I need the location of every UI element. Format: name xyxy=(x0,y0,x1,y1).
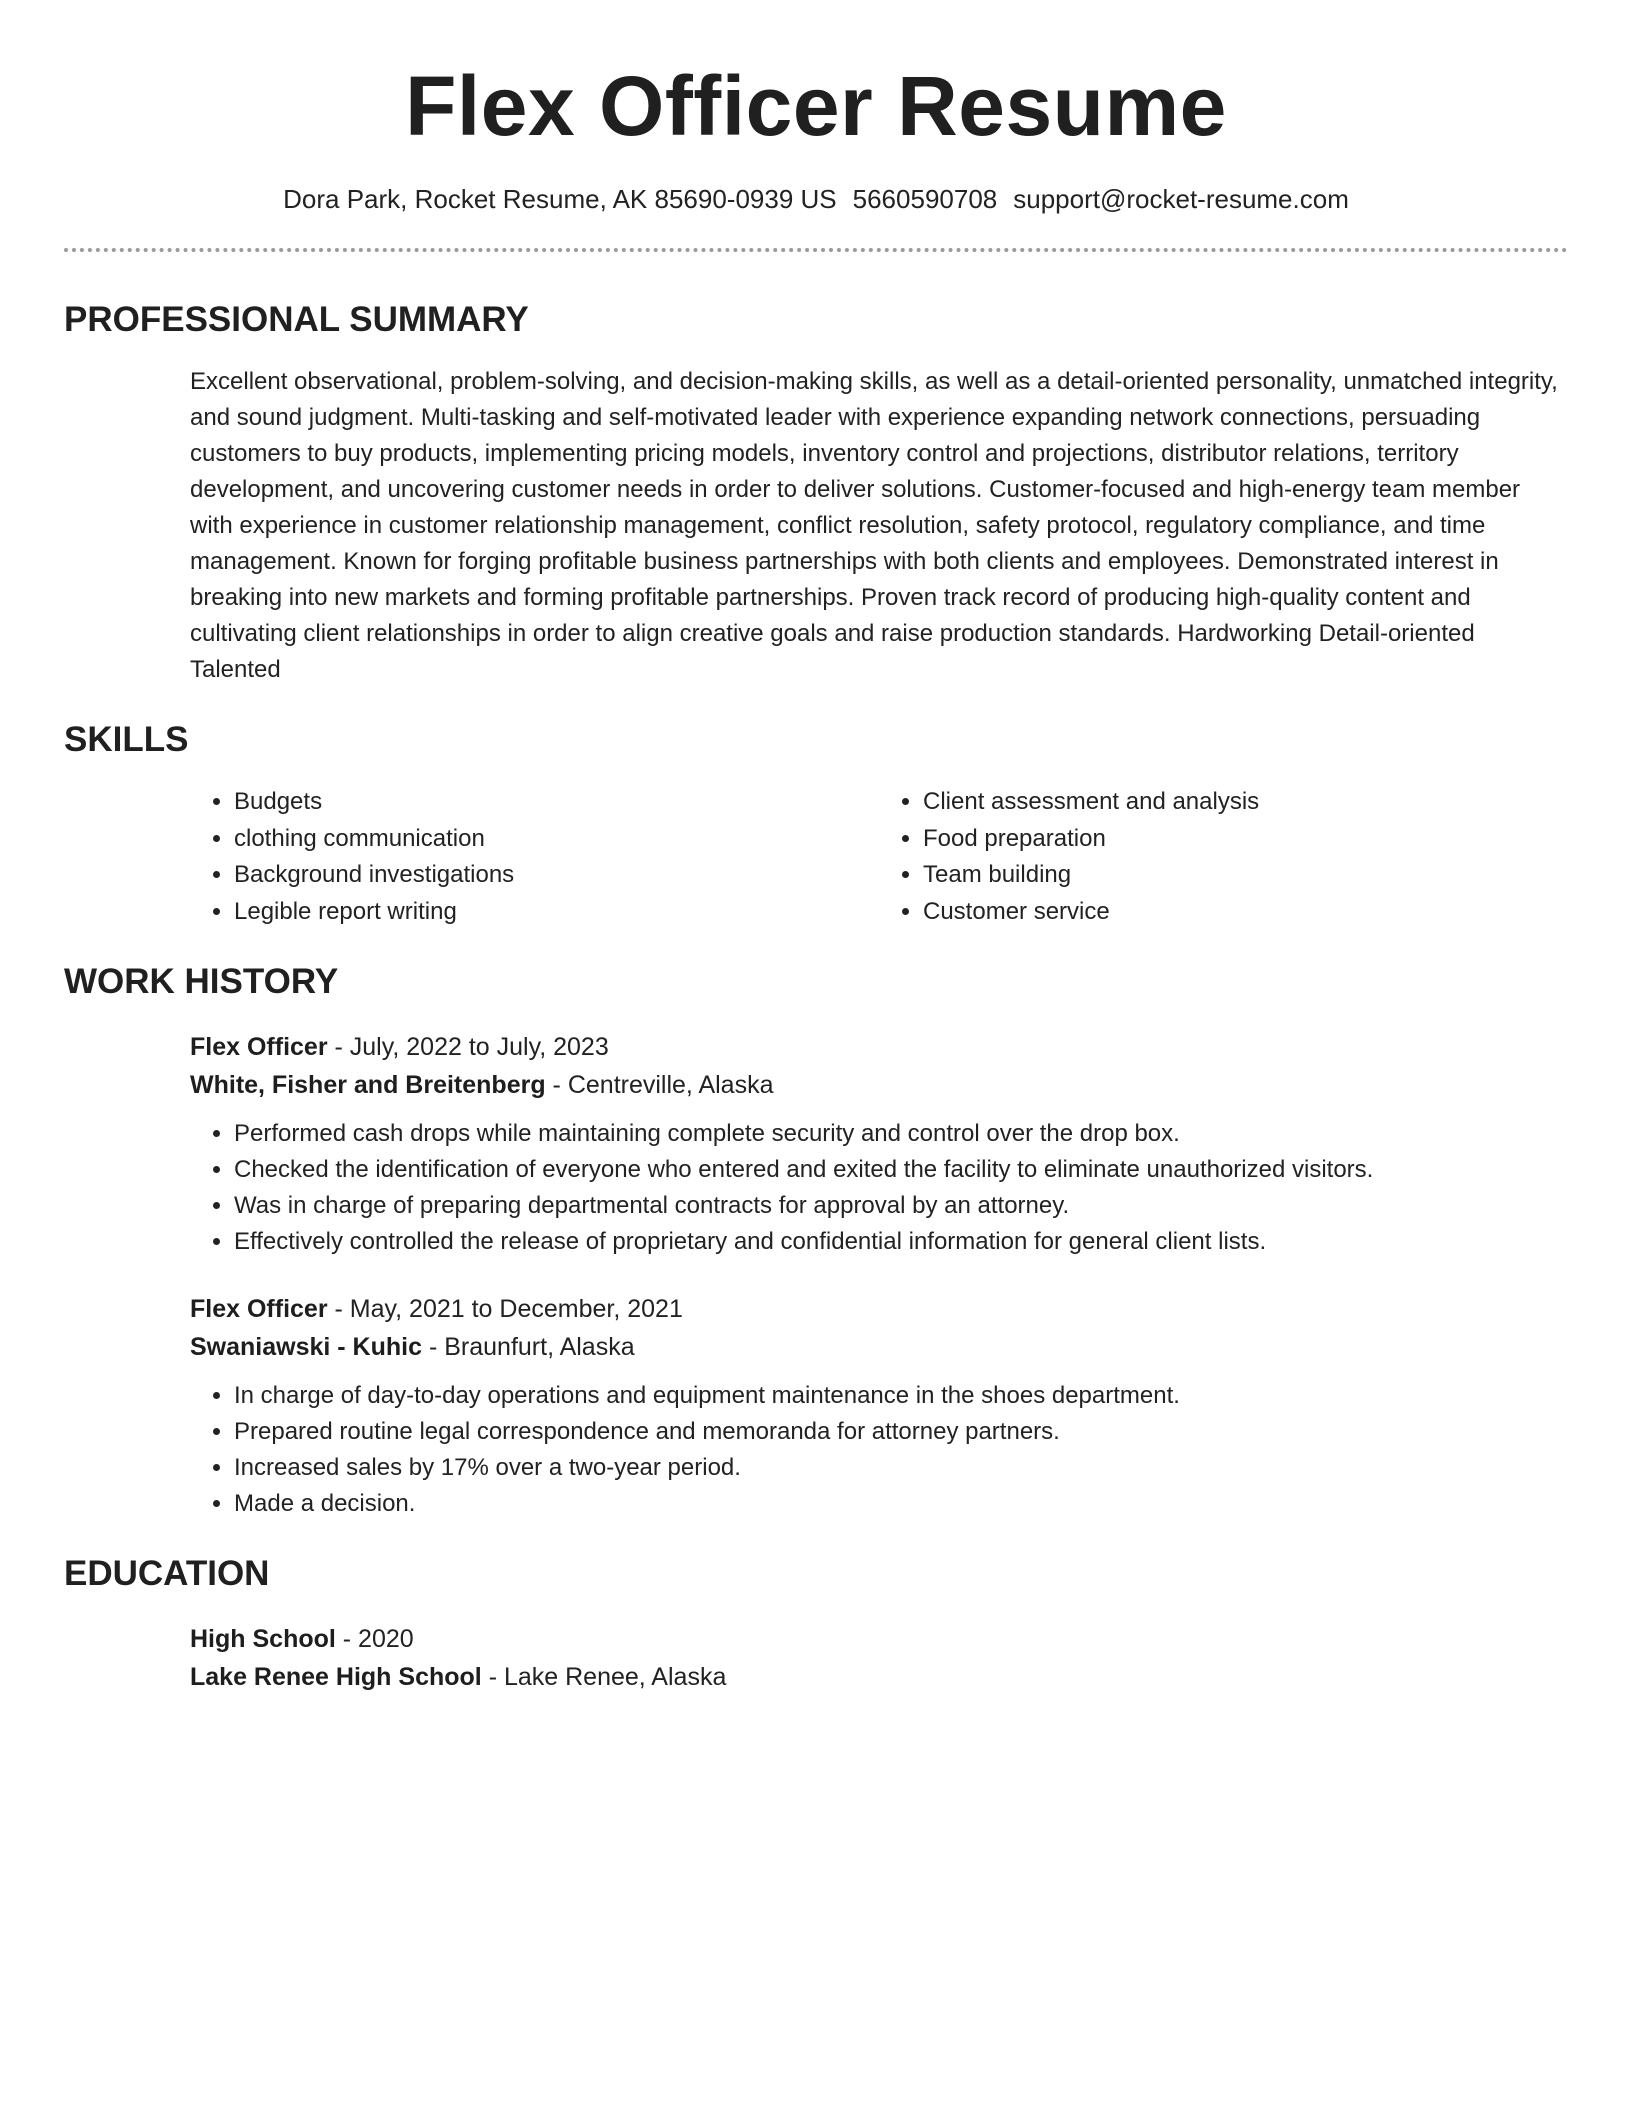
job-entry xyxy=(190,1028,1568,1260)
skills-heading: SKILLS xyxy=(64,720,189,759)
contact-email: support@rocket-resume.com xyxy=(1013,184,1349,214)
education-year: - 2020 xyxy=(335,1625,414,1653)
job-bullet: • Prepared routine legal correspondence and memoranda for attorney partners. xyxy=(234,1414,1568,1450)
work-heading: WORK HISTORY xyxy=(64,962,339,1001)
contact-phone: 5660590708 xyxy=(852,184,998,214)
skill-item: • Food preparation xyxy=(923,821,1568,858)
education-entry xyxy=(190,1620,1568,1696)
job-bullet: • Effectively controlled the release of proprietary and confidential information for general client lists. xyxy=(234,1224,1568,1260)
job-bullet: • In charge of day-to-day operations and equipment maintenance in the shoes department. xyxy=(234,1378,1568,1414)
job-company-line xyxy=(190,1328,1568,1366)
education-heading: EDUCATION xyxy=(64,1554,270,1593)
job-title-line xyxy=(190,1028,1568,1066)
skill-item: • clothing communication xyxy=(234,821,879,858)
job-bullet: • Was in charge of preparing departmental contracts for approval by an attorney. xyxy=(234,1188,1568,1224)
page-title: Flex Officer Resume xyxy=(405,59,1227,153)
job-bullets xyxy=(190,1116,1568,1260)
job-company: Swaniawski - Kuhic xyxy=(190,1333,423,1361)
summary-heading: PROFESSIONAL SUMMARY xyxy=(64,300,529,339)
skill-item: • Team building xyxy=(923,857,1568,894)
education-school-line xyxy=(190,1658,1568,1696)
job-bullet: • Made a decision. xyxy=(234,1486,1568,1522)
job-bullet: • Checked the identification of everyone who entered and exited the facility to eliminate unauthorized visitors. xyxy=(234,1152,1568,1188)
job-location: - Braunfurt, Alaska xyxy=(422,1333,635,1361)
skill-item: • Customer service xyxy=(923,894,1568,931)
job-title-line xyxy=(190,1290,1568,1328)
job-bullet: • Increased sales by 17% over a two-year period. xyxy=(234,1450,1568,1486)
job-title: Flex Officer xyxy=(190,1295,328,1323)
job-bullets xyxy=(190,1378,1568,1522)
education-location: - Lake Renee, Alaska xyxy=(481,1663,727,1691)
contact-line xyxy=(64,182,1568,216)
job-dates: - July, 2022 to July, 2023 xyxy=(327,1033,609,1061)
skills-column-left xyxy=(190,784,879,930)
contact-address: Dora Park, Rocket Resume, AK 85690-0939 US xyxy=(283,184,837,214)
education-degree: High School xyxy=(190,1625,336,1653)
job-company: White, Fisher and Breitenberg xyxy=(190,1071,546,1099)
skill-item: • Legible report writing xyxy=(234,894,879,931)
job-bullet: • Performed cash drops while maintaining complete security and control over the drop box. xyxy=(234,1116,1568,1152)
job-entry xyxy=(190,1290,1568,1522)
skill-item: • Client assessment and analysis xyxy=(923,784,1568,821)
education-degree-line xyxy=(190,1620,1568,1658)
job-company-line xyxy=(190,1066,1568,1104)
job-title: Flex Officer xyxy=(190,1033,328,1061)
skills-grid xyxy=(190,784,1568,930)
skills-column-right xyxy=(879,784,1568,930)
education-school: Lake Renee High School xyxy=(190,1663,482,1691)
summary-text: Excellent observational, problem-solving, and decision-making skills, as well as a detail-oriented personality, unmatched integrity, and sound judgment. Multi-tasking and self-motivated leader with experience expanding network connections, persuading customers to buy products, implementing pricing models, inventory control and projections, distributor relations, territory development, and uncovering customer needs in order to deliver solutions. Customer-focused and high-energy team member with experience in customer relationship management, conflict resolution, safety protocol, regulatory compliance, and time management. Known for forging profitable business partnerships with both clients and employees. Demonstrated interest in breaking into new markets and forming profitable partnerships. Proven track record of producing high-quality content and cultivating client relationships in order to align creative goals and raise production standards. Hardworking Detail-oriented Talented xyxy=(190,368,1558,683)
skill-item: • Budgets xyxy=(234,784,879,821)
job-dates: - May, 2021 to December, 2021 xyxy=(327,1295,683,1323)
header-divider xyxy=(64,248,1568,252)
job-location: - Centreville, Alaska xyxy=(545,1071,774,1099)
skill-item: • Background investigations xyxy=(234,857,879,894)
